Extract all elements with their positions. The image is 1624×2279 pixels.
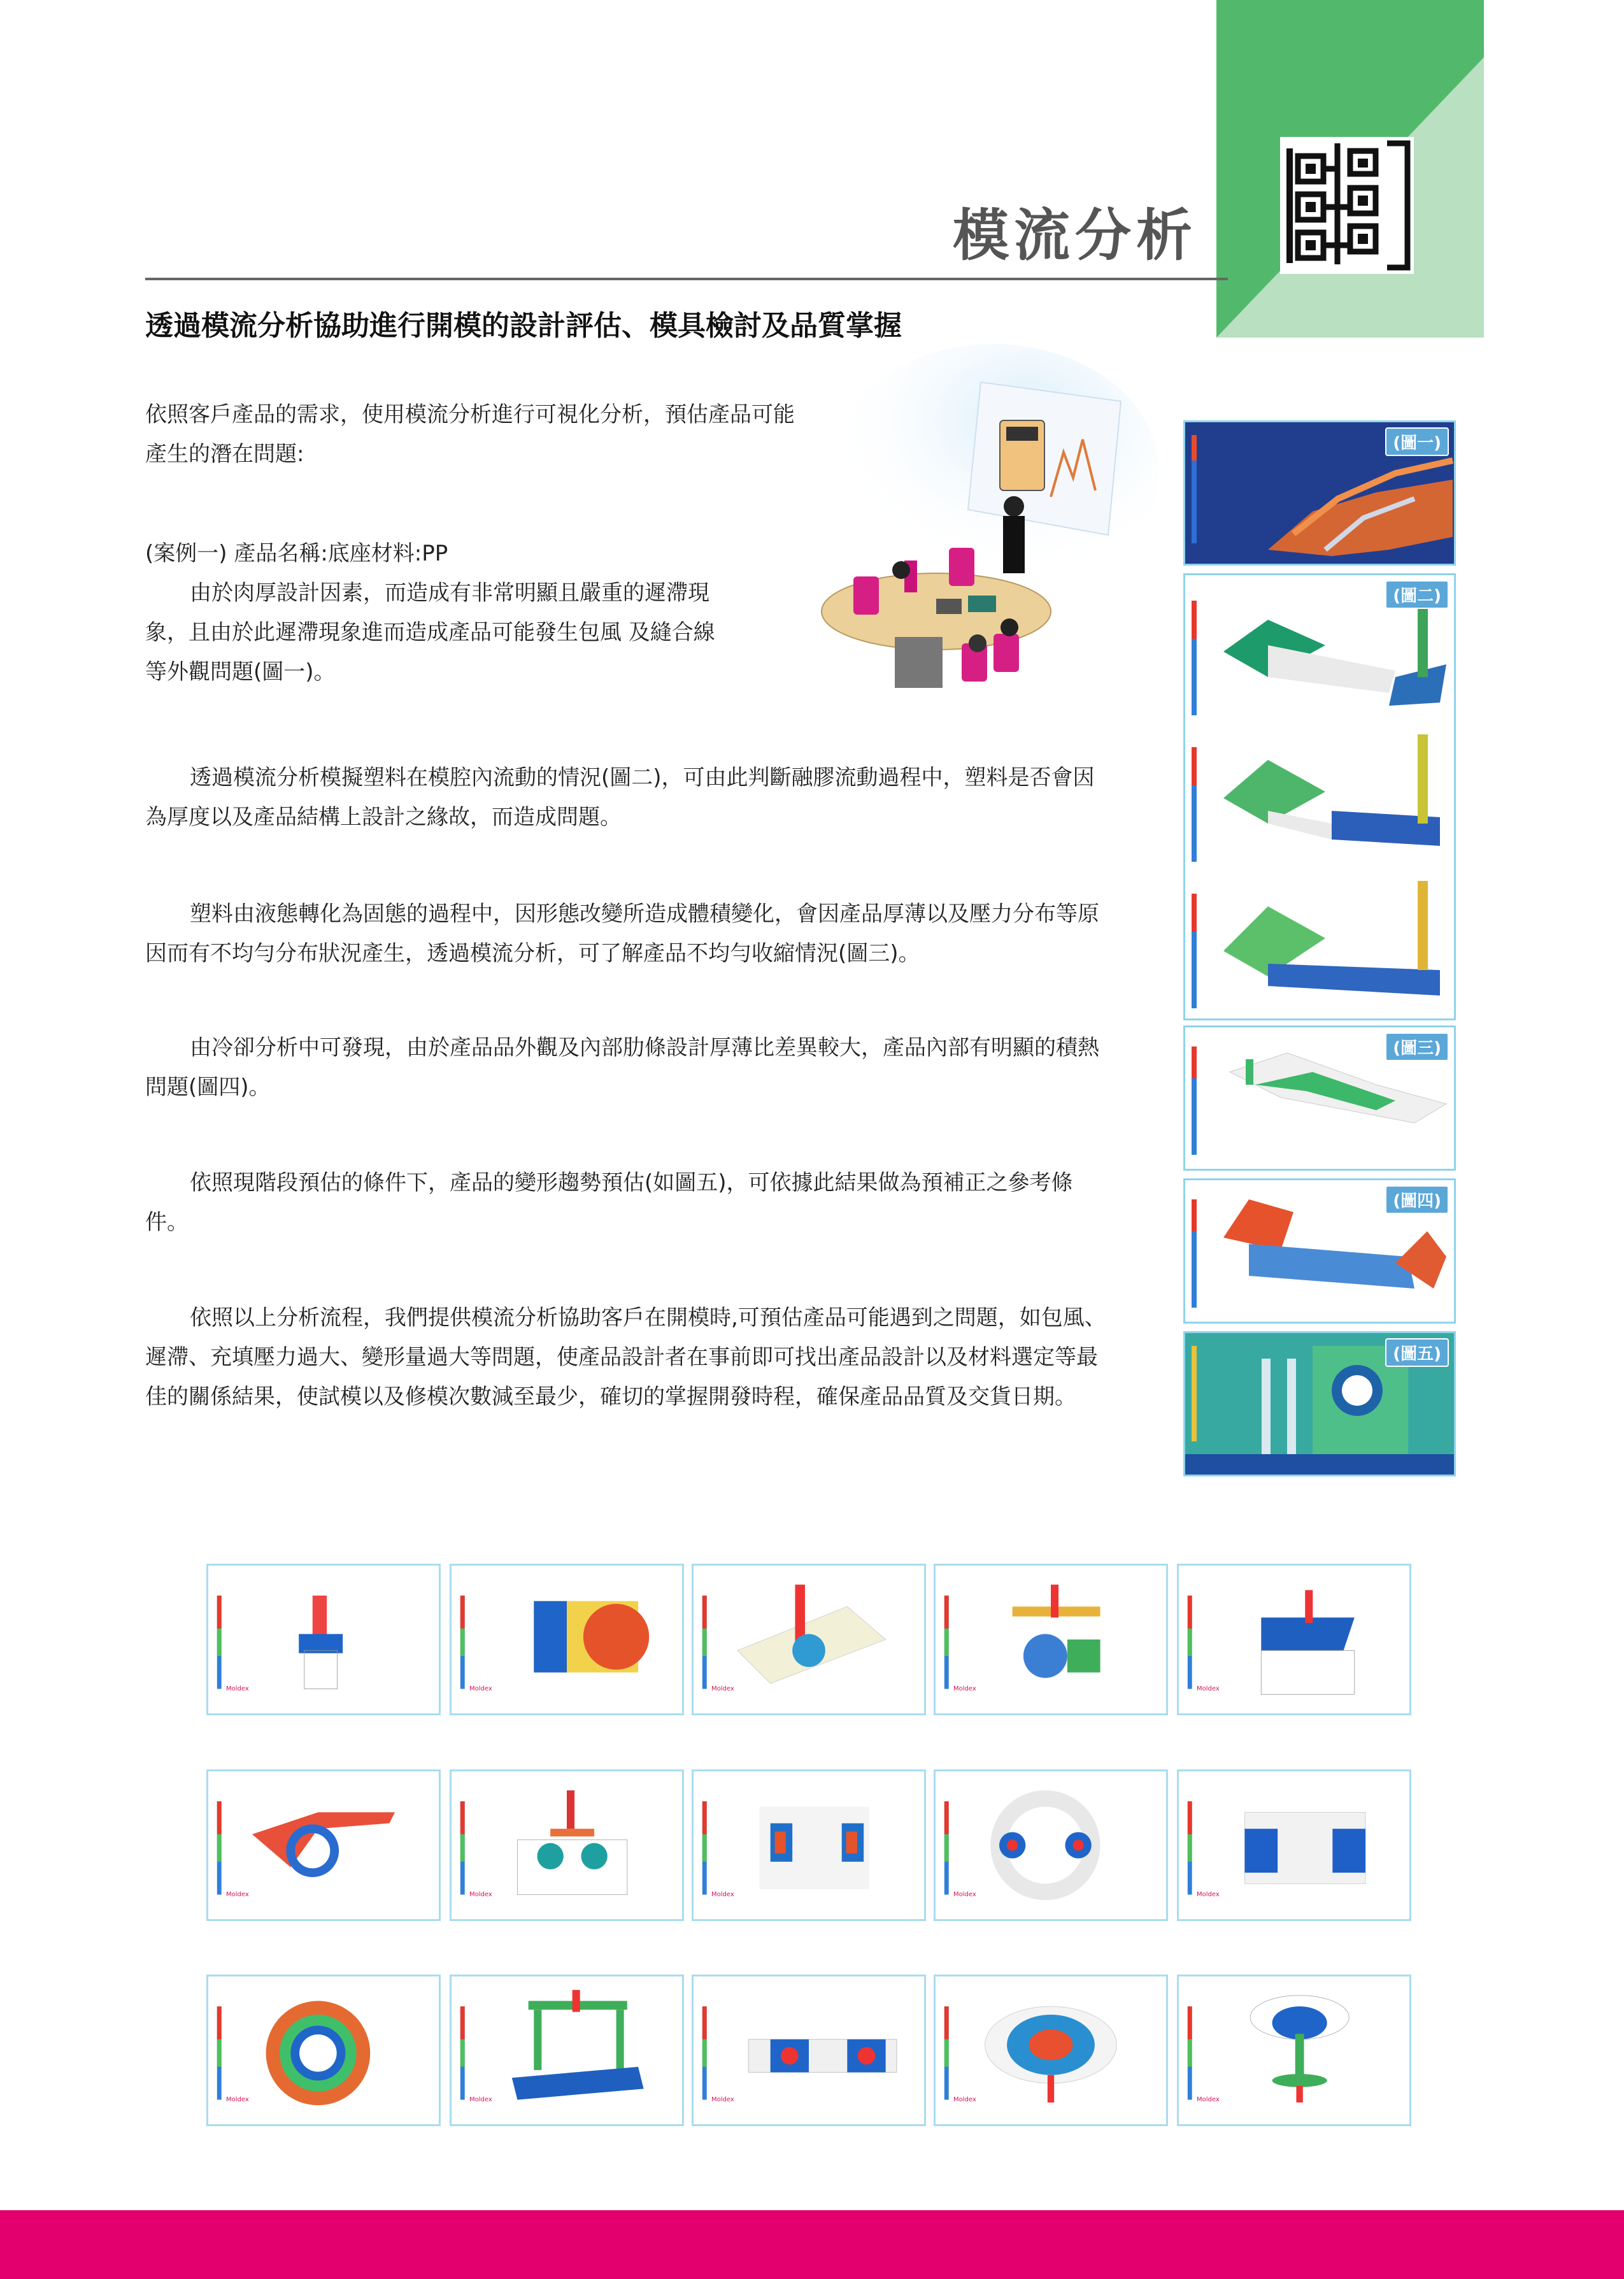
analysis-thumbnail (934, 1975, 1168, 2126)
figure-1 (1183, 420, 1456, 566)
case-paragraph: 由於肉厚設計因素，而造成有非常明顯且嚴重的遲滯現象，且由於此遲滯現象進而造成產品可能發生包風 及縫合線等外觀問題(圖一)。 (145, 580, 715, 685)
thumbnail-brand-label: Moldex (953, 2096, 976, 2103)
figure-2 (1183, 573, 1456, 1020)
footer-bar (0, 2210, 1624, 2279)
warpage-paragraph: 依照現階段預估的條件下，產品的變形趨勢預估(如圖五)，可依據此結果做為預補正之參考條件。 (145, 1170, 1073, 1235)
analysis-thumbnail (934, 1564, 1168, 1715)
analysis-thumbnail (692, 1975, 926, 2126)
analysis-thumbnail (450, 1975, 684, 2126)
analysis-thumbnail (206, 1564, 441, 1715)
page-title: 模流分析 (952, 203, 1197, 268)
figure-5 (1183, 1331, 1456, 1476)
flow-paragraph: 透過模流分析模擬塑料在模腔內流動的情況(圖二)，可由此判斷融膠流動過程中，塑料是否會因為厚度以及產品結構上設計之緣故，而造成問題。 (145, 765, 1095, 830)
thumbnail-brand-label: Moldex (226, 2096, 249, 2103)
thumbnail-brand-label: Moldex (711, 1891, 734, 1898)
thumbnail-brand-label: Moldex (711, 1685, 734, 1692)
mold-flow-logo-icon (1280, 137, 1414, 274)
figure-5-label: (圖五) (1385, 1338, 1449, 1367)
shrinkage-paragraph: 塑料由液態轉化為固態的過程中，因形態改變所造成體積變化，會因產品厚薄以及壓力分布等原因而有不均勻分布狀況產生，透過模流分析，可了解產品不均勻收縮情況(圖三)。 (145, 901, 1099, 966)
thumbnail-brand-label: Moldex (1197, 2096, 1220, 2103)
thumbnail-brand-label: Moldex (226, 1685, 249, 1692)
cooling-paragraph: 由冷卻分析中可發現，由於產品品外觀及內部肋條設計厚薄比差異較大，產品內部有明顯的積熱問題(圖四)。 (145, 1035, 1099, 1100)
thumbnail-brand-label: Moldex (226, 1891, 249, 1898)
figure-3-label: (圖三) (1385, 1032, 1449, 1061)
intro-paragraph: 依照客戶產品的需求，使用模流分析進行可視化分析，預估產品可能產生的潛在問題: (145, 402, 795, 467)
thumbnail-brand-label: Moldex (469, 2096, 492, 2103)
analysis-thumbnail (450, 1564, 684, 1715)
thumbnail-brand-label: Moldex (469, 1891, 492, 1898)
figure-3 (1183, 1025, 1456, 1171)
title-divider (145, 278, 1228, 280)
service-paragraph: 依照以上分析流程，我們提供模流分析協助客戶在開模時,可預估產品可能遇到之問題，如包風、遲滯、充填壓力過大、變形量過大等問題，使產品設計者在事前即可找出產品設計以及材料選定等最佳的關係結果，使試模以及修模次數減至最少，確切的掌握開發時程，確保產品品質及交貨日期。 (145, 1305, 1106, 1410)
analysis-thumbnail (1177, 1564, 1411, 1715)
thumbnail-brand-label: Moldex (469, 1685, 492, 1692)
analysis-thumbnail (206, 1975, 441, 2126)
analysis-thumbnail (1177, 1975, 1411, 2126)
thumbnail-brand-label: Moldex (953, 1891, 976, 1898)
figure-4-label: (圖四) (1385, 1185, 1449, 1214)
page-subtitle: 透過模流分析協助進行開模的設計評估、模具檢討及品質掌握 (145, 310, 902, 342)
figure-2-label: (圖二) (1385, 580, 1449, 609)
thumbnail-brand-label: Moldex (953, 1685, 976, 1692)
thumbnail-brand-label: Moldex (1197, 1685, 1220, 1692)
analysis-thumbnail (450, 1769, 684, 1921)
meeting-illustration (751, 344, 1159, 726)
analysis-thumbnail (206, 1769, 441, 1921)
analysis-thumbnail (1177, 1769, 1411, 1921)
analysis-thumbnail (934, 1769, 1168, 1921)
figure-4 (1183, 1178, 1456, 1324)
analysis-thumbnail (692, 1769, 926, 1921)
case-heading: (案例一) 產品名稱:底座材料:PP (145, 541, 448, 566)
thumbnail-brand-label: Moldex (1197, 1891, 1220, 1898)
analysis-thumbnail (692, 1564, 926, 1715)
figure-1-label: (圖一) (1385, 427, 1449, 456)
thumbnail-brand-label: Moldex (711, 2096, 734, 2103)
